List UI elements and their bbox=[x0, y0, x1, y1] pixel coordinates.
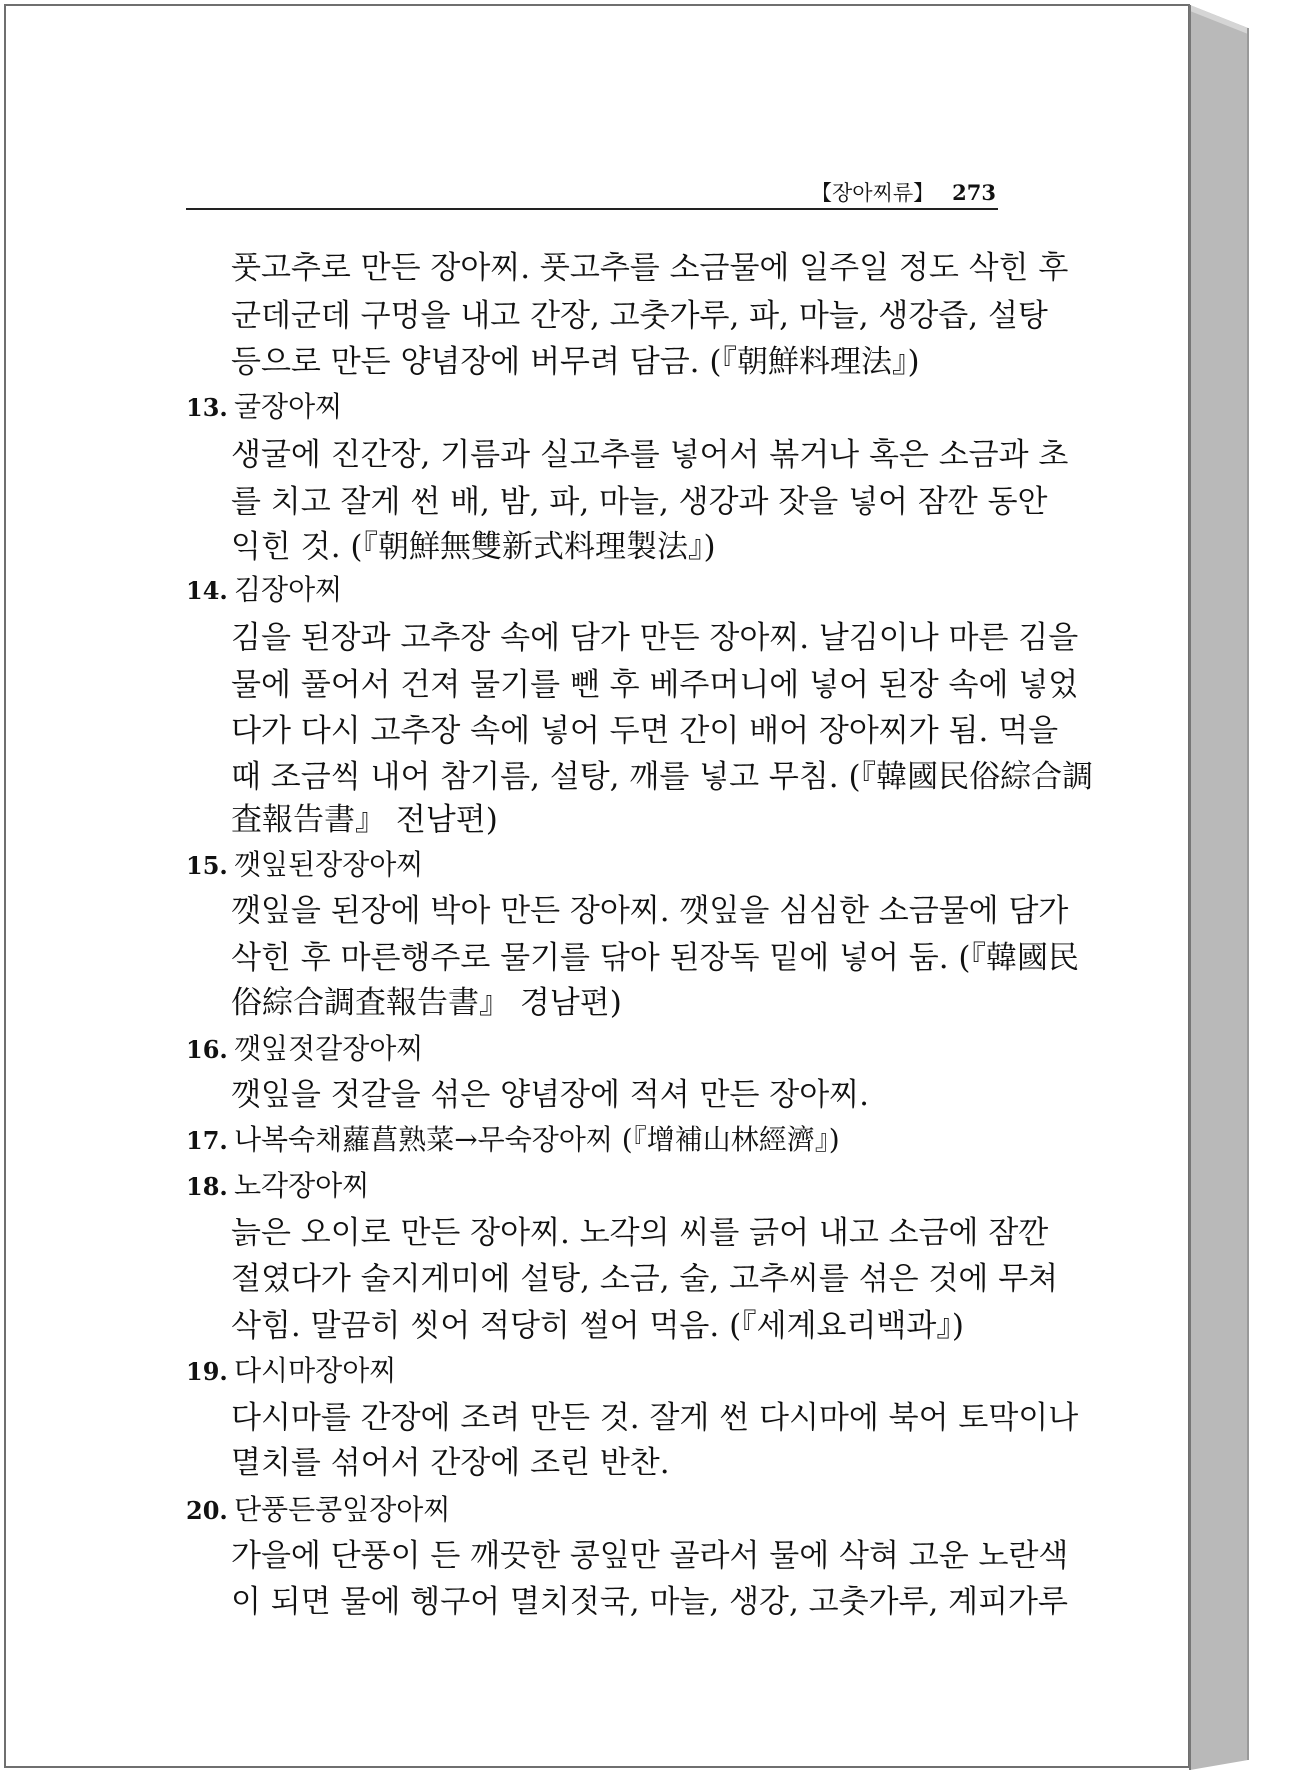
entry-heading bbox=[186, 1029, 998, 1070]
entry-number: 20. bbox=[186, 1496, 228, 1525]
entry-text-line: 査報告書』 전남편) bbox=[231, 802, 498, 838]
entry-text-line: 익힌 것. (『朝鮮無雙新式料理製法』) bbox=[231, 529, 716, 565]
entry-text-line: 생굴에 진간장, 기름과 실고추를 넣어서 볶거나 혹은 소금과 초 bbox=[231, 437, 1069, 473]
entry-heading bbox=[186, 845, 998, 886]
entry-text-line: 俗綜合調査報告書』 경남편) bbox=[231, 985, 622, 1021]
entry-text-line: 가을에 단풍이 든 깨끗한 콩잎만 골라서 물에 삭혀 고운 노란색 bbox=[231, 1538, 1069, 1574]
entry-text-line: 깻잎을 젓갈을 섞은 양념장에 적셔 만든 장아찌. bbox=[231, 1077, 869, 1113]
entry-number: 14. bbox=[186, 576, 228, 605]
entry-text-line: 를 치고 잘게 썬 배, 밤, 파, 마늘, 생강과 잣을 넣어 잠깐 동안 bbox=[231, 484, 1048, 520]
intro-line: 군데군데 구멍을 내고 간장, 고춧가루, 파, 마늘, 생강즙, 설탕 bbox=[231, 298, 1048, 334]
entry-text-line: 다가 다시 고추장 속에 넣어 두면 간이 배어 장아찌가 됨. 먹을 bbox=[231, 713, 1059, 749]
entry-title: 굴장아찌 bbox=[234, 390, 343, 423]
entry-heading bbox=[186, 1120, 998, 1161]
intro-line: 등으로 만든 양념장에 버무려 담금. (『朝鮮料理法』) bbox=[231, 344, 920, 380]
entry-text-line: 삭힌 후 마른행주로 물기를 닦아 된장독 밑에 넣어 둠. (『韓國民 bbox=[231, 940, 1079, 976]
entry-text-line: 절였다가 술지게미에 설탕, 소금, 술, 고추씨를 섞은 것에 무쳐 bbox=[231, 1261, 1059, 1297]
entry-title: 깻잎된장장아찌 bbox=[234, 848, 424, 881]
entry-heading bbox=[186, 1490, 998, 1531]
entry-text-line: 깻잎을 된장에 박아 만든 장아찌. 깻잎을 심심한 소금물에 담가 bbox=[231, 893, 1069, 929]
entry-number: 13. bbox=[186, 393, 228, 422]
entry-title: 다시마장아찌 bbox=[234, 1354, 397, 1387]
entry-number: 15. bbox=[186, 851, 228, 880]
entry-number: 17. bbox=[186, 1126, 228, 1155]
entry-text-line: 김을 된장과 고추장 속에 담가 만든 장아찌. 날김이나 마른 김을 bbox=[231, 620, 1079, 656]
entry-text-line: 물에 풀어서 건져 물기를 뺀 후 베주머니에 넣어 된장 속에 넣었 bbox=[231, 667, 1079, 703]
entry-title: 단풍든콩잎장아찌 bbox=[234, 1493, 451, 1526]
entry-number: 19. bbox=[186, 1357, 228, 1386]
entry-text-line: 삭힘. 말끔히 씻어 적당히 썰어 먹음. (『세계요리백과』) bbox=[231, 1308, 964, 1344]
entry-text-line: 멸치를 섞어서 간장에 조린 반찬. bbox=[231, 1445, 670, 1481]
entry-title: 나복숙채蘿菖熟菜→무숙장아찌 (『增補山林經濟』) bbox=[234, 1123, 840, 1156]
entry-title: 깻잎젓갈장아찌 bbox=[234, 1032, 424, 1065]
entry-text-line: 이 되면 물에 헹구어 멸치젓국, 마늘, 생강, 고춧가루, 계피가루 bbox=[231, 1584, 1068, 1620]
entry-heading bbox=[186, 1166, 998, 1207]
header-section-title: 【장아찌류】 bbox=[811, 181, 935, 205]
entry-text-line: 때 조금씩 내어 참기름, 설탕, 깨를 넣고 무침. (『韓國民俗綜合調 bbox=[231, 759, 1094, 795]
entry-title: 김장아찌 bbox=[234, 573, 343, 606]
entry-number: 16. bbox=[186, 1035, 228, 1064]
entry-text-line: 다시마를 간장에 조려 만든 것. 잘게 썬 다시마에 북어 토막이나 bbox=[231, 1400, 1079, 1436]
entry-heading bbox=[186, 1351, 998, 1392]
intro-line: 풋고추로 만든 장아찌. 풋고추를 소금물에 일주일 정도 삭힌 후 bbox=[231, 250, 1069, 286]
entry-number: 18. bbox=[186, 1172, 228, 1201]
entry-text-line: 늙은 오이로 만든 장아찌. 노각의 씨를 긁어 내고 소금에 잠깐 bbox=[231, 1215, 1049, 1251]
page-number: 273 bbox=[952, 180, 996, 205]
entry-title: 노각장아찌 bbox=[234, 1169, 370, 1202]
entry-heading bbox=[186, 387, 998, 428]
entry-heading bbox=[186, 570, 998, 611]
